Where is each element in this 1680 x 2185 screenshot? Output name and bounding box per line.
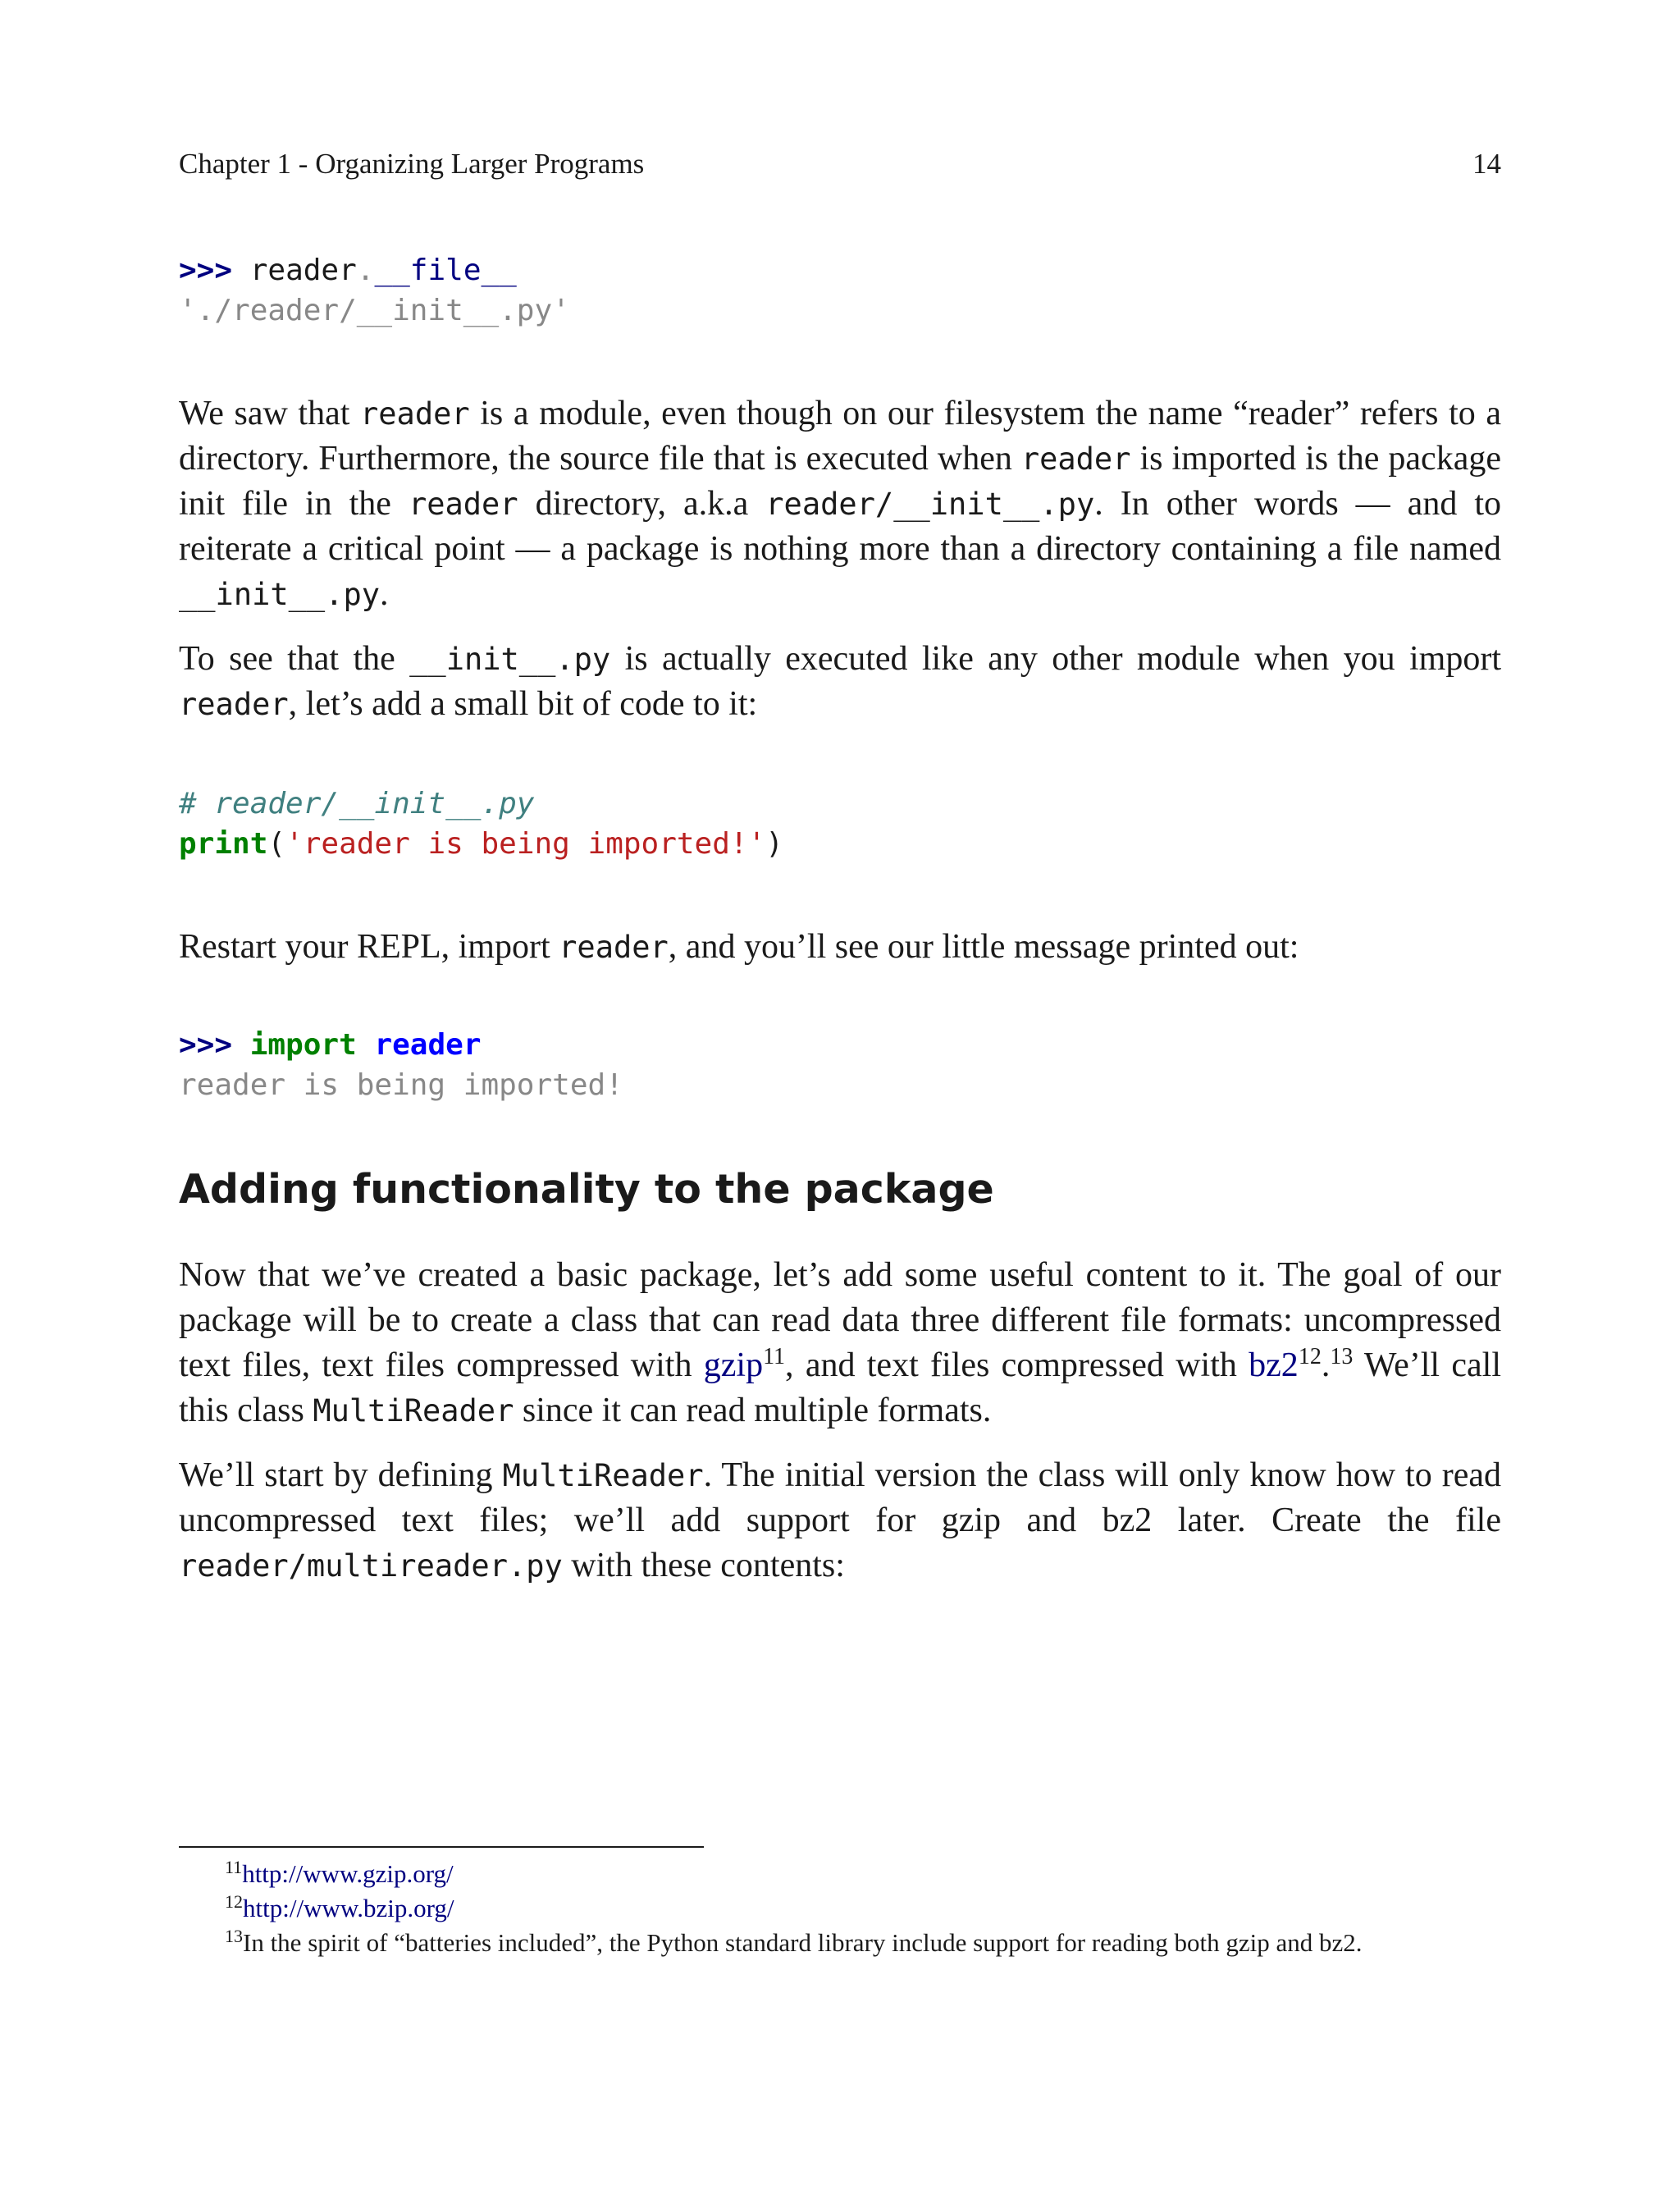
code-dot: . (356, 254, 375, 287)
code-builtin: print (179, 827, 268, 861)
code-block-print: # reader/__init__.py print('reader is being imported!') (179, 787, 783, 861)
footnote-ref-13[interactable]: 13 (1330, 1344, 1354, 1369)
inline-code: reader (559, 930, 669, 965)
bz2-link[interactable]: bz2 (1249, 1346, 1299, 1384)
paragraph-package-goal: Now that we’ve created a basic package, let’s add some useful content to it. The goal of our package will be to create a class that can read data three different file formats: uncompressed text files, text files compressed with gzip$^{11}$, and text files compressed with $bz2^{12}.^{13}$ We’ll call this class MultiReader since it can read multiple formats. (179, 1256, 1501, 1429)
footnote-link[interactable]: http://www.bzip.org/ (243, 1894, 454, 1922)
chapter-title: Chapter 1 - Organizing Larger Programs (179, 148, 645, 180)
footnote-divider (179, 1846, 704, 1848)
repl-prompt: >>> (179, 254, 233, 287)
code-comment: # reader/__init__.py (179, 787, 535, 821)
inline-code: MultiReader (313, 1393, 514, 1428)
code-attribute: __file__ (374, 254, 517, 287)
footnote-13: $^{13}$In the spirit of “batteries included”, the Python standard library include support for reading both gzip and bz2. (225, 1926, 1363, 1957)
gzip-link[interactable]: gzip (703, 1346, 764, 1384)
repl-output: reader is being imported! (179, 1068, 623, 1102)
code-block-import (179, 1025, 1501, 1105)
section-heading: Adding functionality to the package (179, 1166, 994, 1213)
code-module: reader (374, 1028, 482, 1062)
inline-code: __init__.py (179, 577, 381, 612)
inline-code: reader (179, 687, 289, 722)
repl-output: './reader/__init__.py' (179, 294, 570, 327)
footnote-ref-12[interactable]: 12 (1298, 1344, 1322, 1369)
footnote-link[interactable]: http://www.gzip.org/ (242, 1859, 454, 1888)
inline-code: reader (408, 487, 518, 522)
footnote-text: In the spirit of “batteries included”, the Python standard library include support for reading both gzip and bz2. (243, 1928, 1363, 1957)
paragraph-restart-repl: Restart your REPL, import reader, and you’ll see our little message printed out: (179, 928, 1299, 966)
paragraph-init-executed: To see that the __init__.py is actually executed like any other module when you import reader, let’s add a small bit of code to it: (179, 640, 1502, 723)
footnote-ref-11[interactable]: 11 (763, 1344, 786, 1369)
code-string: 'reader is being imported!' (285, 827, 766, 861)
inline-code: MultiReader (502, 1458, 704, 1493)
page-number: 14 (1472, 148, 1501, 180)
inline-code: reader/__init__.py (765, 487, 1095, 522)
footnote-11: $^{11}$http://www.gzip.org/ (225, 1857, 454, 1888)
paragraph-define-multireader: We’ll start by defining MultiReader. The initial version the class will only know how to read uncompressed text files; we’ll add support for gzip and bz2 later. Create the file reader/multireader.py with these contents: (179, 1456, 1501, 1584)
inline-code: __init__.py (409, 642, 611, 677)
paragraph-reader-module: We saw that reader is a module, even though on our filesystem the name “reader” refers to a directory. Furthermore, the source file that is executed when reader is imported is the package init file in the reader directory, a.k.a reader/__init__.py. In other words — and to reiterate a critical point — a package is nothing more than a directory containing a file named __init__.py. (179, 395, 1501, 613)
code-object: reader (249, 254, 357, 287)
inline-code: reader (360, 396, 470, 432)
code-block-file-attr (179, 250, 1501, 331)
code-keyword: import (249, 1028, 357, 1062)
inline-code: reader/multireader.py (179, 1548, 563, 1584)
inline-code: reader (1020, 441, 1131, 477)
running-header (179, 144, 1501, 184)
repl-prompt: >>> (179, 1028, 233, 1062)
footnote-12: $^{12}$http://www.bzip.org/ (225, 1891, 454, 1922)
